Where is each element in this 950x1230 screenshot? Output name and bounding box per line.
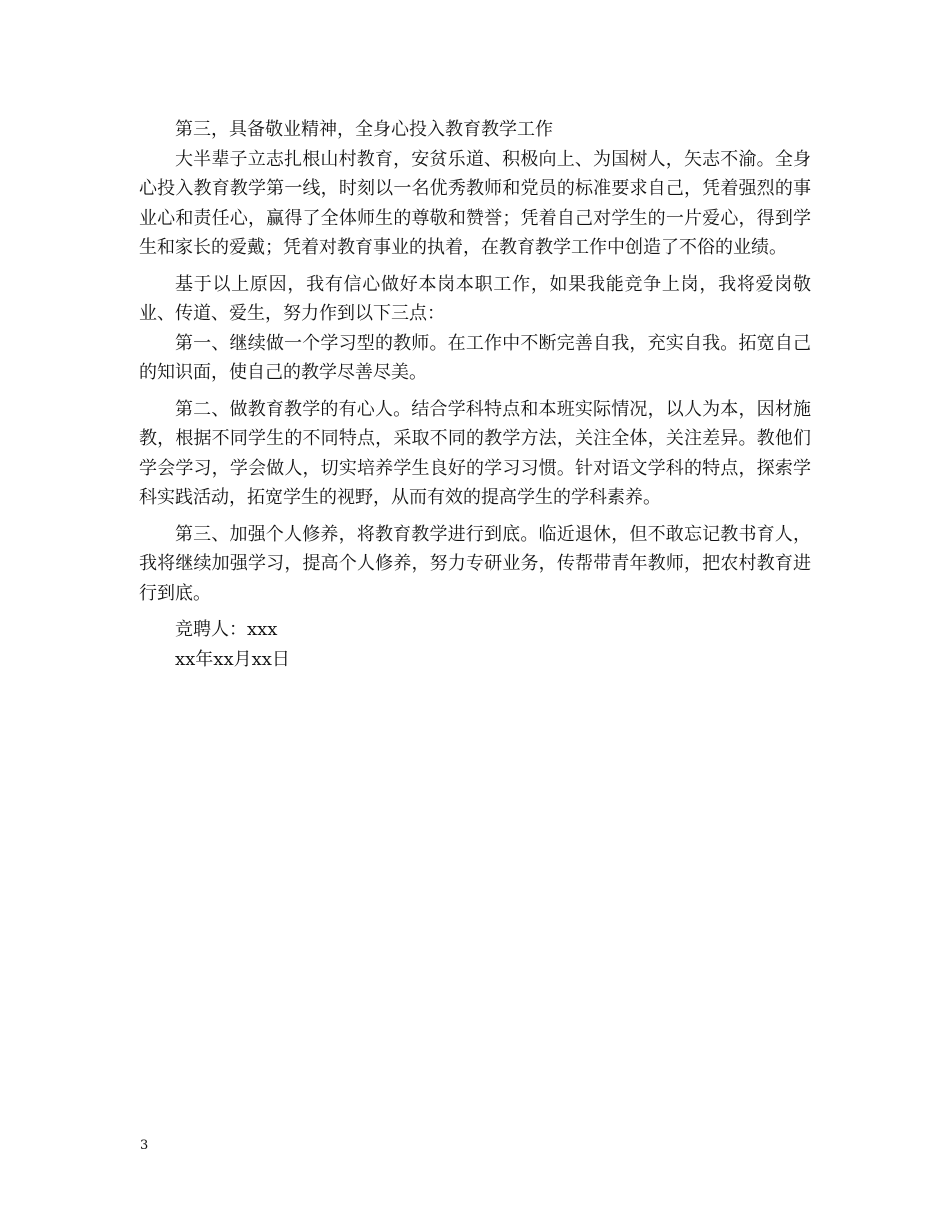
paragraph-point-one: 第一、继续做一个学习型的教师。在工作中不断完善自我，充实自我。拓宽自己的知识面，使自己的教学尽善尽美。 [139,332,811,383]
paragraph-career: 大半辈子立志扎根山村教育，安贫乐道、积极向上、为国树人，矢志不渝。全身心投入教育教学第一线，时刻以一名优秀教师和党员的标准要求自己，凭着强烈的事业心和责任心，赢得了全体师生的尊敬和赞誉；凭着自己对学生的一片爱心，得到学生和家长的爱戴；凭着对教育事业的执着，在教育教学工作中创造了不俗的业绩。 [139,148,811,258]
signature-applicant: 竞聘人：xxx [175,619,278,640]
section-heading-dedication: 第三，具备敬业精神，全身心投入教育教学工作 [175,119,553,140]
page-number: 3 [140,1138,149,1153]
document-body [139,115,811,674]
paragraph-point-two: 第二、做教育教学的有心人。结合学科特点和本班实际情况，以人为本，因材施教，根据不同学生的不同特点，采取不同的教学方法，关注全体，关注差异。教他们学会学习，学会做人，切实培养学生良好的学习习惯。针对语文学科的特点，探索学科实践活动，拓宽学生的视野，从而有效的提高学生的学科素养。 [139,398,811,508]
paragraph-reasons: 基于以上原因，我有信心做好本岗本职工作，如果我能竞争上岗，我将爱岗敬业、传道、爱生，努力作到以下三点： [139,273,811,324]
signature-date: xx年xx月xx日 [175,648,290,670]
paragraph-point-three: 第三、加强个人修养，将教育教学进行到底。临近退休，但不敢忘记教书育人，我将继续加强学习，提高个人修养，努力专研业务，传帮带青年教师，把农村教育进行到底。 [139,523,811,604]
